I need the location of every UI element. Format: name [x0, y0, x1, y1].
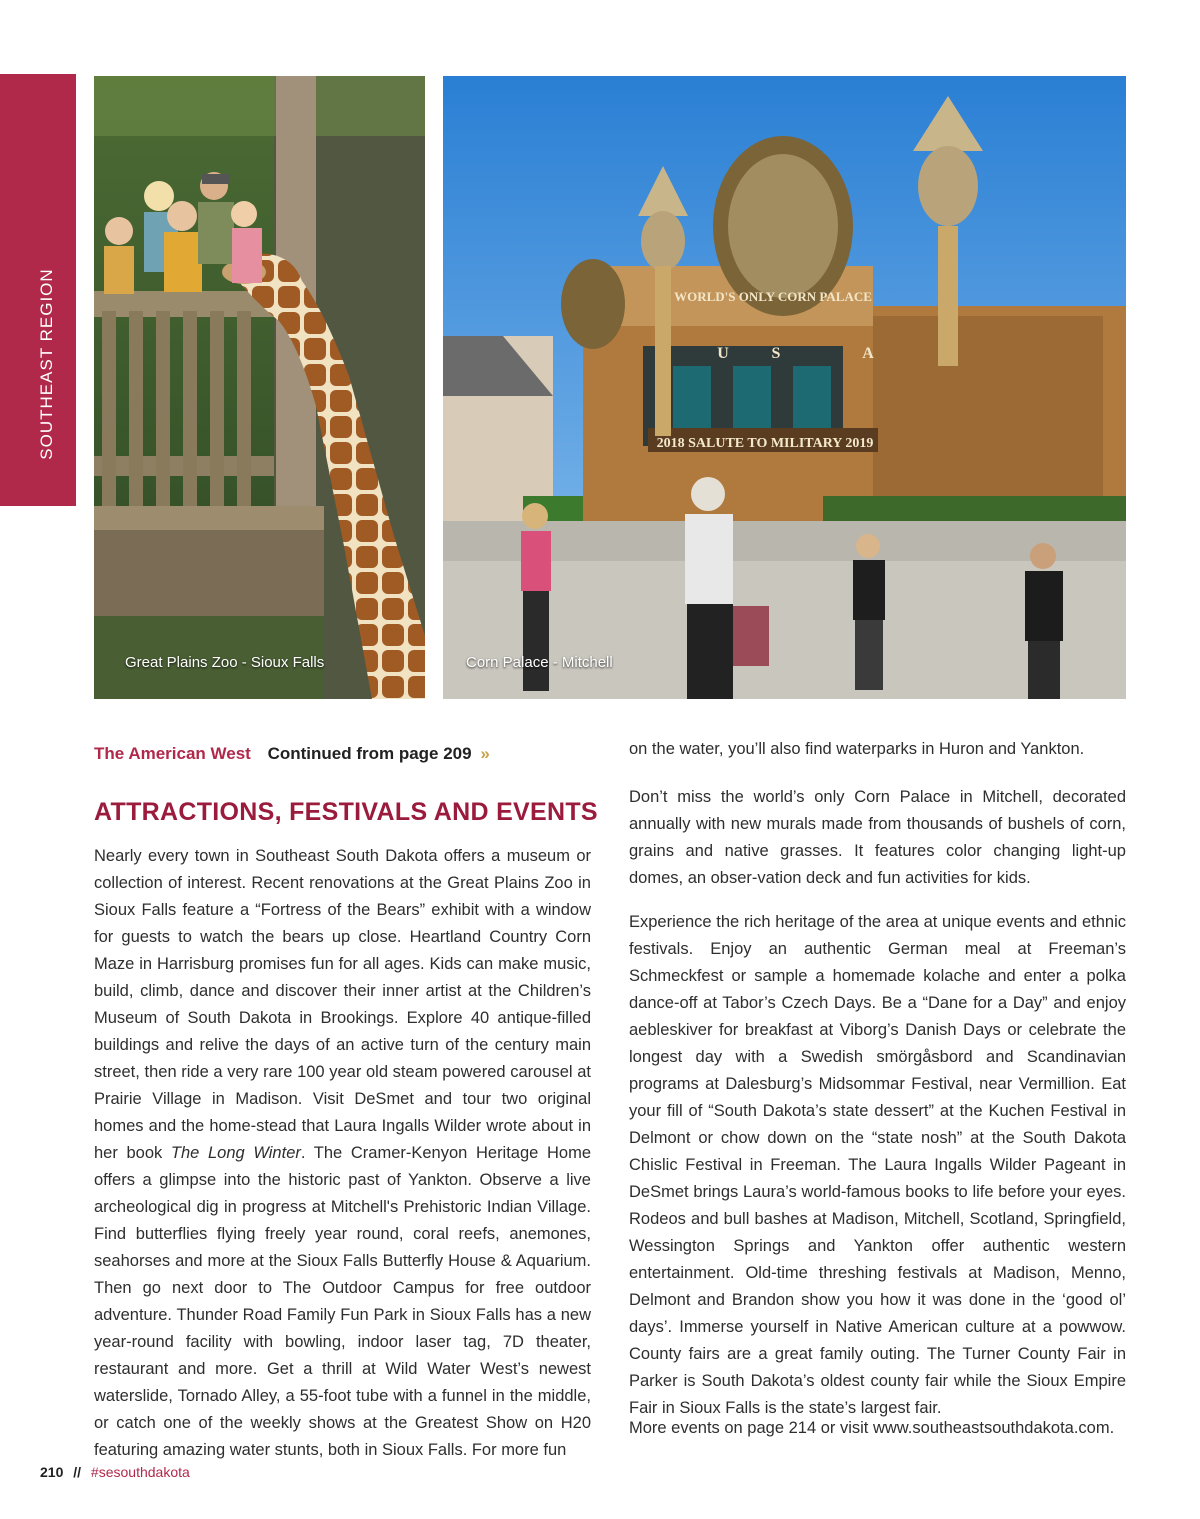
right-paragraph-corn-palace: Don’t miss the world’s only Corn Palace in Mitchell, decorated annually with new murals made from thousands of bushels of corn, grains and native grasses. It features color changing light-up domes, an obser-vation deck and fun activities for kids.: [629, 788, 1126, 887]
left-paragraph-part-b: . The Cramer-Kenyon Heritage Home offers a glimpse into the historic past of Yankton. Observe a live archeological dig in progress at Mitchell's Prehistoric Indian Village. Find butterflies flying freely year round, coral reefs, anemones, seahorses and more at the Sioux Falls Butterfly House & Aquarium. Then go next door to The Outdoor Campus for free outdoor adventure. Thunder Road Family Fun Park in Sioux Falls has a new year-round facility with bowling, indoor laser tag, 7D theater, restaurant and more. Get a thrill at Wild Water West’s newest waterslide, Tornado Alley, a 55-foot tube with a funnel in the middle, or catch one of the weekly shows at the Greatest Show on H20 featuring amazing water stunts, both in Sioux Falls. For more fun: [94, 1144, 591, 1459]
region-label: SOUTHEAST REGION: [37, 268, 56, 460]
book-title: The Long Winter: [170, 1144, 301, 1162]
zoo-photo: [94, 76, 425, 699]
footer-hashtag: #sesouthdakota: [90, 1464, 190, 1480]
corn-palace-letter: A: [862, 345, 874, 362]
corn-palace-sign-text: WORLD'S ONLY CORN PALACE: [674, 289, 872, 304]
region-side-tab: [0, 74, 76, 506]
corn-palace-letter: U: [717, 345, 729, 362]
right-paragraph-waterparks: on the water, you’ll also find waterparks in Huron and Yankton.: [629, 740, 1085, 758]
footer-separator: //: [73, 1464, 82, 1480]
continued-line: [94, 744, 490, 764]
corn-palace-letter: S: [771, 345, 781, 362]
double-chevron-icon: »: [480, 744, 490, 763]
left-column-paragraph: [94, 843, 591, 1464]
continued-from-link: Continued from page 209: [267, 744, 472, 763]
corn-palace-caption: Corn Palace - Mitchell: [466, 654, 613, 671]
article-heading: ATTRACTIONS, FESTIVALS AND EVENTS: [94, 798, 598, 826]
zoo-photo-caption: Great Plains Zoo - Sioux Falls: [125, 654, 325, 671]
corn-palace-banner-text: 2018 SALUTE TO MILITARY 2019: [656, 436, 874, 451]
corn-palace-photo: [443, 76, 1126, 699]
left-paragraph-part-a: Nearly every town in Southeast South Dakota offers a museum or collection of interest. Recent renovations at the Great Plains Zoo in Sioux Falls feature a “Fortress of the Bears” exhibit with a window for guests to watch the bears up close. Heartland Country Corn Maze in Harrisburg promises fun for all ages. Kids can make music, build, climb, dance and discover their inner artist at the Children’s Museum of South Dakota in Brookings. Explore 40 antique-filled buildings and relive the days of an active turn of the century main street, then ride a very rare 100 year old steam powered carousel at Prairie Village in Madison. Visit DeSmet and tour two original homes and the home-stead that Laura Ingalls Wilder wrote about in her book: [94, 847, 591, 1162]
page-footer: [40, 1464, 190, 1480]
page-number: 210: [40, 1464, 64, 1480]
right-paragraph-festivals: Experience the rich heritage of the area at unique events and ethnic festivals. Enjoy an authentic German meal at Freeman’s Schmeckfest or sample a homemade kolache and enter a polka dance-off at Tabor’s Czech Days. Be a “Dane for a Day” and enjoy aebleskiver for breakfast at Viborg’s Danish Days or celebrate the longest day with a Swedish smörgåsbord and Scandinavian programs at Dalesburg’s Midsommar Festival, near Vermillion. Eat your fill of “South Dakota’s state dessert” at the Kuchen Festival in Delmont or chow down on the “state nosh” at the South Dakota Chislic Festival in Freeman. The Laura Ingalls Wilder Pageant in DeSmet brings Laura’s world-famous books to life before your eyes. Rodeos and bull bashes at Madison, Mitchell, Scotland, Springfield, Wessington Springs and Yankton offer authentic western entertainment. Old-time threshing festivals at Madison, Menno, Delmont and Brandon show you how it was done in the ‘good ol’ days’. Immerse yourself in Native American culture at a powwow. County fairs are a great family outing. The Turner County Fair in Parker is South Dakota’s oldest county fair while the Sioux Empire Fair in Sioux Falls is the state’s largest fair.: [629, 913, 1126, 1417]
right-paragraph-more-events: More events on page 214 or visit www.southeastsouthdakota.com.: [629, 1419, 1115, 1437]
section-kicker: The American West: [94, 744, 251, 763]
